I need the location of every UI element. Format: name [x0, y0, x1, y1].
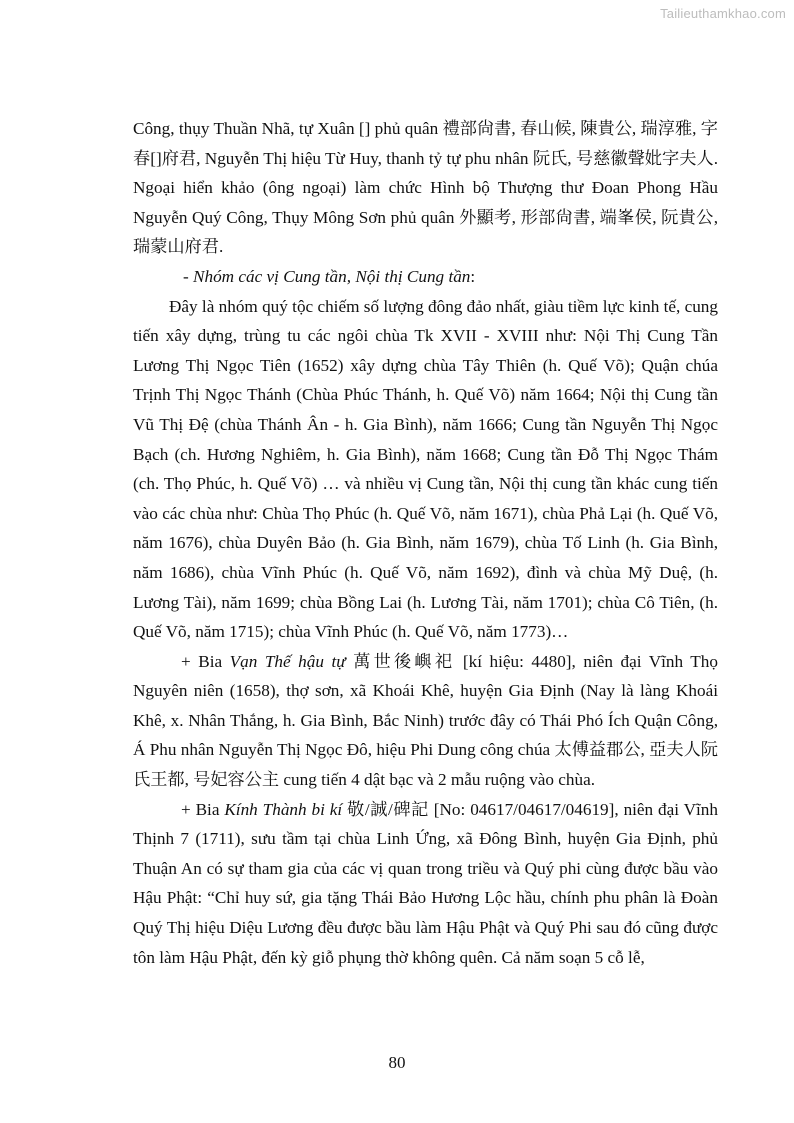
paragraph-nobility-group: Đây là nhóm quý tộc chiếm số lượng đông đảo nhất, giàu tiềm lực kinh tế, cung tiến xây dựng, trùng tu các ngôi chùa Tk XVII - XVIII như: Nội Thị Cung Tần Lương Thị Ngọc Tiên (1652) xây dựng chùa Tây Thiên (h. Quế Võ); Quận chúa Trịnh Thị Ngọc Thánh (Chùa Phúc Thánh, h. Quế Võ) năm 1664; Nội thị Cung tần Vũ Thị Đệ (chùa Thánh Ân - h. Gia Bình), năm 1666; Cung tần Nguyễn Thị Ngọc Bạch (ch. Hương Nghiêm, h. Gia Bình), năm 1668; Cung tần Đỗ Thị Ngọc Thám (ch. Thọ Phúc, h. Quế Võ) … và nhiều vị Cung tần, Nội thị cung tần khác cung tiến vào các chùa như: Chùa Thọ Phúc (h. Quế Võ, năm 1671), chùa Phả Lại (h. Quế Võ, năm 1676), chùa Duyên Bảo (h. Gia Bình, năm 1679), chùa Tố Linh (h. Gia Bình, năm 1686), chùa Vĩnh Phúc (h. Quế Võ, năm 1692), đình và chùa Mỹ Duệ, (h. Lương Tài), năm 1699; chùa Bồng Lai (h. Lương Tài, năm 1701); chùa Cô Tiên, (h. Quế Võ, năm 1715); chùa Vĩnh Phúc (h. Quế Võ, năm 1773)… — [133, 296, 718, 642]
stele-title: Kính Thành bi kí — [224, 799, 343, 819]
paragraph-stele-van-the — [133, 647, 718, 795]
page-body — [133, 114, 718, 972]
page-number: 80 — [388, 1053, 406, 1072]
section-heading — [133, 262, 718, 292]
paragraph-stele-kinh-thanh — [133, 795, 718, 973]
stele-prefix: + Bia — [181, 651, 230, 671]
section-heading-colon: : — [470, 266, 476, 286]
watermark: Tailieuthamkhao.com — [660, 6, 786, 21]
stele-description: 萬世後嶼祀 [kí hiệu: 4480], niên đại Vĩnh Thọ Nguyên niên (1658), thợ sơn, xã Khoái Khê, huyện Gia Định (Nay là làng Khoái Khê, x. Nhân Thắng, h. Gia Bình, Bắc Ninh) trước đây có Thái Phó Ích Quận Công, Á Phu nhân Nguyễn Thị Ngọc Đô, hiệu Phi Dung công chúa 太傅益郡公, 亞夫人阮氏王都, 号妃容公主 cung tiến 4 dật bạc và 2 mẫu ruộng vào chùa. — [133, 651, 718, 790]
section-heading-text: - Nhóm các vị Cung tần, Nội thị Cung tần — [183, 266, 471, 286]
stele-title: Vạn Thế hậu tự — [229, 651, 346, 671]
paragraph-continuation: Công, thụy Thuần Nhã, tự Xuân [] phủ quân 禮部尙書, 春山候, 陳貴公, 瑞淳雅, 字春[]府君, Nguyễn Thị hiệu Từ Huy, thanh tỷ tự phu nhân 阮氏, 号慈徽聲妣字夫人. Ngoại hiển khảo (ông ngoại) làm chức Hình bộ Thượng thư Đoan Phong Hầu Nguyễn Quý Công, Thụy Mông Sơn phủ quân 外顯考, 形部尙書, 端峯侯, 阮貴公, 瑞蒙山府君. — [133, 119, 718, 257]
stele-prefix: + Bia — [181, 799, 225, 819]
stele-description: 敬/誠/碑記 [No: 04617/04617/04619], niên đại Vĩnh Thịnh 7 (1711), sưu tầm tại chùa Linh Ứng, xã Đông Bình, huyện Gia Định, phủ Thuận An có sự tham gia của các vị quan trong triều và Quý phi cùng được bầu vào Hậu Phật: “Chỉ huy sứ, gia tặng Thái Bảo Hương Lộc hầu, chính phu phân là Đoàn Quý Thị hiệu Diệu Lương đều được bầu làm Hậu Phật và Quý Phi sau đó cũng được tôn làm Hậu Phật, đến kỳ giỗ phụng thờ không quên. Cả năm soạn 5 cỗ lễ, — [133, 799, 718, 967]
